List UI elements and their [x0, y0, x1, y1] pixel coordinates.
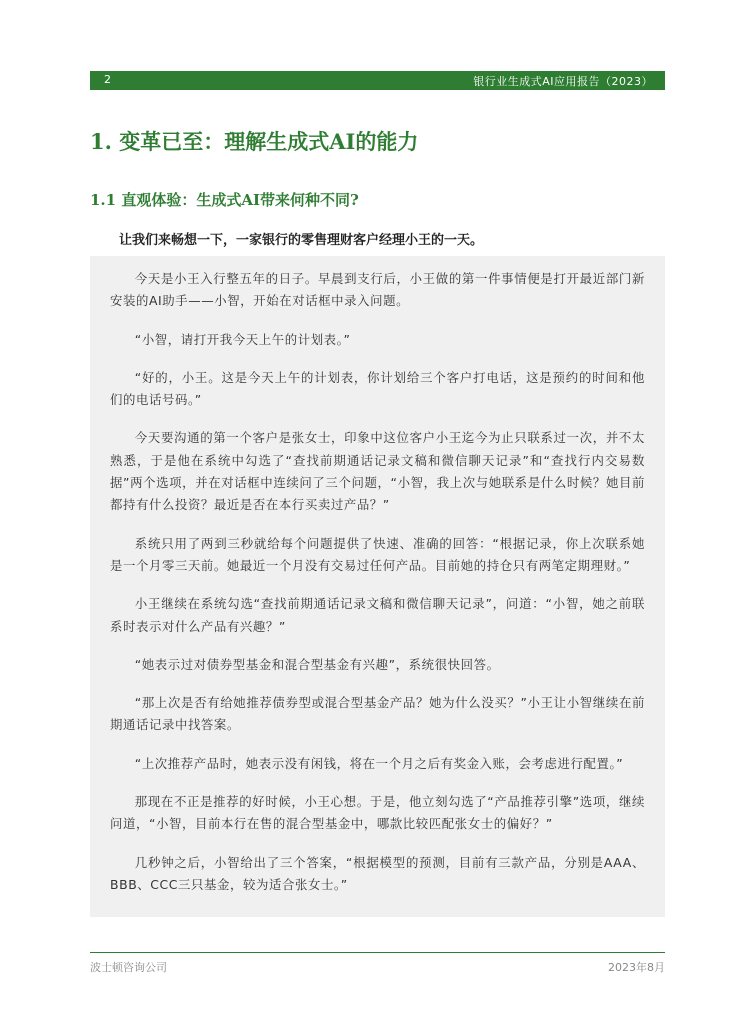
story-paragraph: 系统只用了两到三秒就给每个问题提供了快速、准确的回答：“根据记录，你上次联系她是一个月零三天前。她最近一个月没有交易过任何产品。目前她的持仓只有两笔定期理财。”: [110, 535, 645, 573]
story-paragraph: “小智，请打开我今天上午的计划表。”: [134, 331, 351, 347]
story-paragraph: 今天是小王入行整五年的日子。早晨到支行后，小王做的第一件事情便是打开最近部门新安装的AI助手——小智，开始在对话框中录入问题。: [110, 271, 645, 309]
header-bar: [90, 71, 665, 90]
story-paragraph: 小王继续在系统勾选“查找前期通话记录文稿和微信聊天记录”，问道：“小智，她之前联系时表示对什么产品有兴趣？”: [110, 596, 645, 634]
footer-company: 波士顿咨询公司: [90, 961, 167, 974]
story-paragraph: “好的，小王。这是今天上午的计划表，你计划给三个客户打电话，这是预约的时间和他们的电话号码。”: [110, 369, 645, 408]
story-box: [90, 256, 665, 917]
story-paragraph: 那现在不正是推荐的好时候，小王心想。于是，他立刻勾选了“产品推荐引擎”选项，继续问道，“小智，目前本行在售的混合型基金中，哪款比较匹配张女士的偏好？”: [110, 794, 645, 832]
lead-sentence: 让我们来畅想一下，一家银行的零售理财客户经理小王的一天。: [119, 233, 484, 248]
story-paragraph: “那上次是否有给她推荐债券型或混合型基金产品？她为什么没买？”小王让小智继续在前期通话记录中找答案。: [110, 695, 645, 733]
story-paragraph: 几秒钟之后，小智给出了三个答案，“根据模型的预测，目前有三款产品，分别是AAA、BBB、CCC三只基金，较为适合张女士。”: [110, 854, 645, 892]
section-heading: 1. 变革已至：理解生成式AI的能力: [90, 129, 419, 154]
footer-date: 2023年8月: [608, 961, 665, 974]
subsection-heading: 1.1 直观体验：生成式AI带来何种不同?: [90, 191, 359, 209]
report-title: 银行业生成式AI应用报告（2023）: [473, 75, 653, 88]
page-number: 2: [104, 73, 111, 86]
story-paragraph: 今天要沟通的第一个客户是张女士，印象中这位客户小王迄今为止只联系过一次，并不太熟悉，于是他在系统中勾选了“查找前期通话记录文稿和微信聊天记录”和“查找行内交易数据”两个选项，并在对话框中连续问了三个问题，“小智，我上次与她联系是什么时候？她目前都持有什么投资？最近是否在本行买卖过产品？”: [110, 430, 645, 513]
story-paragraph: “她表示过对债券型基金和混合型基金有兴趣”，系统很快回答。: [134, 656, 500, 672]
footer-divider: [90, 952, 665, 953]
story-paragraph: “上次推荐产品时，她表示没有闲钱，将在一个月之后有奖金入账，会考虑进行配置。”: [134, 755, 624, 771]
